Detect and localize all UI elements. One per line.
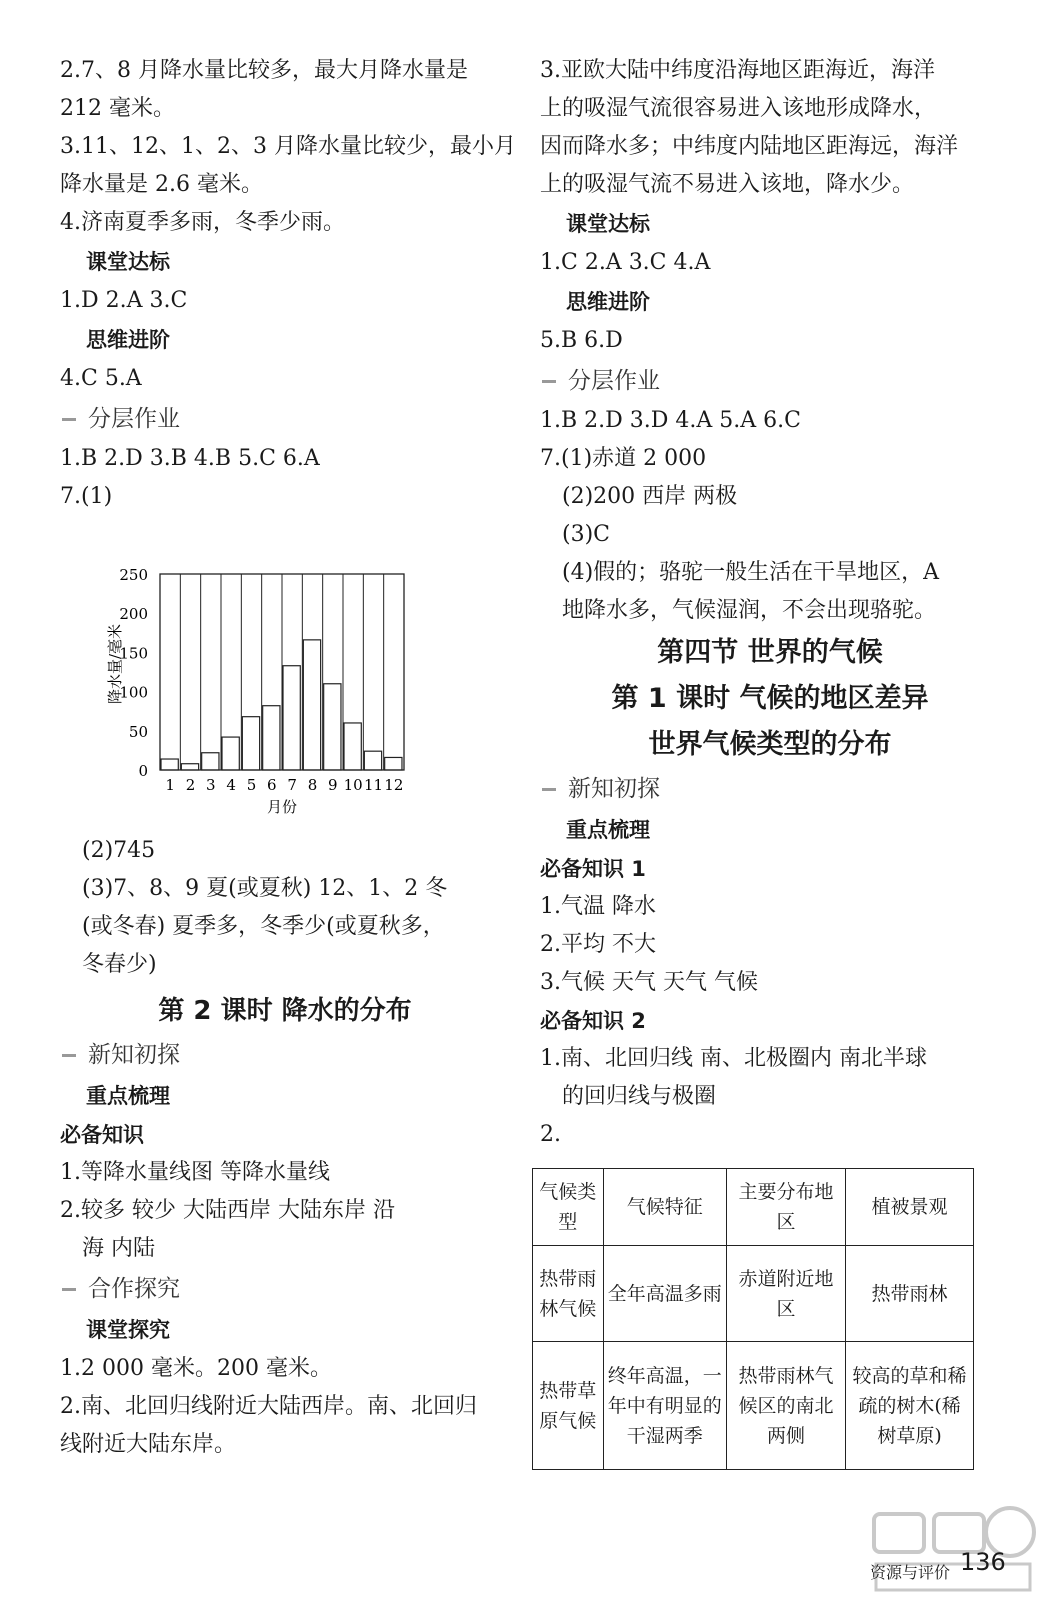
text-line: 1.2 000 毫米。200 毫米。 (60, 1356, 332, 1381)
answer-block (60, 832, 510, 984)
chart-bar (202, 753, 219, 770)
text-line: 1.气温 降水 (540, 894, 656, 919)
text-line: 3.气候 天气 天气 气候 (540, 970, 758, 995)
section-mark-icon (62, 1054, 76, 1057)
chart-bar (283, 666, 300, 770)
chart-bar (303, 640, 320, 770)
heading-siwei: 思维进阶 (86, 328, 170, 352)
chart-x-tick-label: 7 (287, 776, 297, 794)
chart-y-tick-label: 100 (119, 683, 148, 702)
heading-hezuo-label: 合作探究 (88, 1276, 180, 1302)
table-header-cell: 主要分布地区 (727, 1169, 846, 1246)
footer-source: 资源与评价 (870, 1563, 951, 1582)
chart-x-tick-label: 8 (307, 776, 318, 794)
answers-ketang: 1.C 2.A 3.C 4.A (540, 250, 711, 275)
chart-bar (364, 751, 381, 770)
answers-ketang: 1.D 2.A 3.C (60, 288, 188, 313)
table-cell: 热带雨林气候 (533, 1246, 604, 1342)
text-line: 7.(1)赤道 2 000 (540, 446, 707, 471)
lesson-1-title: 第 1 课时 气候的地区差异 (611, 683, 929, 714)
section-mark-icon (542, 380, 556, 383)
chart-x-tick-label: 11 (363, 776, 384, 794)
heading-xinzhi-label: 新知初探 (88, 1042, 180, 1068)
section-title: 第四节 世界的气候 (657, 637, 883, 668)
text-line: 上的吸湿气流很容易进入该地形成降水， (540, 96, 937, 121)
heading-ketang-tanjiu: 课堂探究 (86, 1318, 170, 1342)
table-cell: 热带雨林气候区的南北两侧 (727, 1342, 846, 1470)
chart-bar (385, 757, 402, 770)
heading-zhongdian: 重点梳理 (86, 1084, 170, 1108)
chart-y-tick-label: 200 (119, 605, 148, 624)
answer-block (540, 888, 1000, 1002)
climate-table (532, 1168, 974, 1470)
text-line: 2.7、8 月降水量比较多，最大月降水量是 (60, 58, 468, 83)
chart-bar (161, 759, 178, 770)
heading-fenceng-label: 分层作业 (88, 406, 180, 432)
heading-fenceng (60, 398, 510, 440)
right-column (540, 52, 1000, 1470)
left-column (60, 52, 516, 1464)
answer-block (60, 52, 516, 242)
text-line: 4.济南夏季多雨，冬季少雨。 (60, 210, 345, 235)
table-cell: 热带草原气候 (533, 1342, 604, 1470)
chart-y-tick-label: 150 (119, 644, 148, 663)
text-line: 海 内陆 (82, 1236, 155, 1261)
text-line: (4)假的；骆驼一般生活在干旱地区，A (562, 560, 940, 585)
section-mark-icon (62, 1288, 76, 1291)
chart-y-tick-label: 0 (138, 762, 148, 780)
text-line: 212 毫米。 (60, 96, 175, 121)
table-cell: 终年高温，一年中有明显的干湿两季 (603, 1342, 726, 1470)
text-line: 3.11、12、1、2、3 月降水量比较少，最小月 (60, 134, 516, 159)
text-line: 2.较多 较少 大陆西岸 大陆东岸 沿 (60, 1198, 395, 1223)
text-line: 2.平均 不大 (540, 932, 656, 957)
chart-bar (324, 684, 341, 770)
answers-fenceng: 1.B 2.D 3.B 4.B 5.C 6.A (60, 446, 320, 471)
chart-x-tick-label: 6 (267, 776, 277, 794)
chart-x-tick-label: 2 (185, 776, 196, 794)
text-line: 2.南、北回归线附近大陆西岸。南、北回归 (60, 1394, 477, 1419)
answer-block (540, 1040, 1000, 1154)
text-line: 1.等降水量线图 等降水量线 (60, 1160, 330, 1185)
chart-bar (222, 737, 239, 770)
heading-siwei: 思维进阶 (566, 290, 650, 314)
chart-bar (344, 723, 361, 770)
text-line: (3)C (562, 522, 610, 547)
table-header-cell: 气候特征 (603, 1169, 726, 1246)
chart-x-tick-label: 9 (328, 776, 338, 794)
text-line: 3.亚欧大陆中纬度沿海地区距海近，海洋 (540, 58, 935, 83)
table-row (533, 1342, 974, 1470)
table-cell: 较高的草和稀疏的树木(稀树草原) (846, 1342, 974, 1470)
chart-y-tick-label: 250 (119, 566, 148, 584)
text-line: (2)200 西岸 两极 (562, 484, 738, 509)
heading-fenceng (540, 360, 1000, 402)
table-cell: 热带雨林 (846, 1246, 974, 1342)
heading-xinzhi (60, 1034, 510, 1076)
text-line: 降水量是 2.6 毫米。 (60, 172, 263, 197)
text-line: 地降水多，气候湿润，不会出现骆驼。 (562, 598, 937, 623)
heading-hezuo (60, 1268, 510, 1310)
answer-block (540, 440, 1000, 630)
text-line: 线附近大陆东岸。 (60, 1432, 237, 1457)
chart-x-tick-label: 5 (246, 776, 257, 794)
table-cell: 赤道附近地区 (727, 1246, 846, 1342)
answer-block (60, 1350, 510, 1464)
heading-xinzhi (540, 768, 1000, 810)
chart-y-tick-label: 50 (128, 722, 148, 741)
chart-x-axis-label: 月份 (266, 798, 298, 816)
text-line: (3)7、8、9 夏(或夏秋) 12、1、2 冬 (82, 876, 448, 901)
chart-bar (181, 764, 198, 770)
table-header-cell: 植被景观 (846, 1169, 974, 1246)
text-line: 2. (540, 1122, 561, 1147)
heading-bibei: 必备知识 (60, 1123, 144, 1147)
answers-siwei: 5.B 6.D (540, 328, 623, 353)
section-mark-icon (62, 418, 76, 421)
text-line: 因而降水多；中纬度内陆地区距海远，海洋 (540, 134, 959, 159)
chart-y-axis-label: 降水量/毫米 (106, 623, 124, 705)
answers-siwei: 4.C 5.A (60, 366, 142, 391)
chart-x-tick-label: 1 (165, 776, 175, 794)
chart-bar (263, 706, 280, 770)
chart-x-tick-label: 12 (384, 776, 404, 794)
table-row (533, 1246, 974, 1342)
precipitation-bar-chart (100, 522, 420, 828)
text-line: (2)745 (82, 838, 156, 863)
text-line: 的回归线与极圈 (562, 1084, 717, 1109)
heading-xinzhi-label: 新知初探 (568, 776, 660, 802)
question-7-1: 7.(1) (60, 484, 113, 509)
heading-bibei-2: 必备知识 2 (540, 1009, 646, 1033)
table-cell: 全年高温多雨 (603, 1246, 726, 1342)
text-line: 1.南、北回归线 南、北极圈内 南北半球 (540, 1046, 927, 1071)
heading-ketang-dabiao: 课堂达标 (86, 250, 170, 274)
chart-x-tick-label: 10 (343, 776, 363, 794)
heading-zhongdian: 重点梳理 (566, 818, 650, 842)
answer-block (60, 1154, 510, 1268)
chart-x-tick-label: 3 (206, 776, 216, 794)
heading-bibei-1: 必备知识 1 (540, 857, 646, 881)
table-header-cell: 气候类型 (533, 1169, 604, 1246)
heading-ketang-dabiao: 课堂达标 (566, 212, 650, 236)
chart-x-tick-label: 4 (226, 776, 236, 794)
lesson-2-title: 第 2 课时 降水的分布 (158, 996, 412, 1026)
section-mark-icon (542, 788, 556, 791)
answer-block (540, 52, 1000, 204)
text-line: 上的吸湿气流不易进入该地，降水少。 (540, 172, 915, 197)
lesson-1-subtitle: 世界气候类型的分布 (648, 729, 892, 760)
chart-bar (242, 717, 259, 770)
text-line: (或冬春) 夏季多，冬季少(或夏秋多， (82, 914, 445, 939)
page-number: 136 (960, 1548, 1006, 1576)
heading-fenceng-label: 分层作业 (568, 368, 660, 394)
answers-fenceng: 1.B 2.D 3.D 4.A 5.A 6.C (540, 408, 801, 433)
text-line: 冬春少) (82, 952, 157, 977)
table-header-row (533, 1169, 974, 1246)
